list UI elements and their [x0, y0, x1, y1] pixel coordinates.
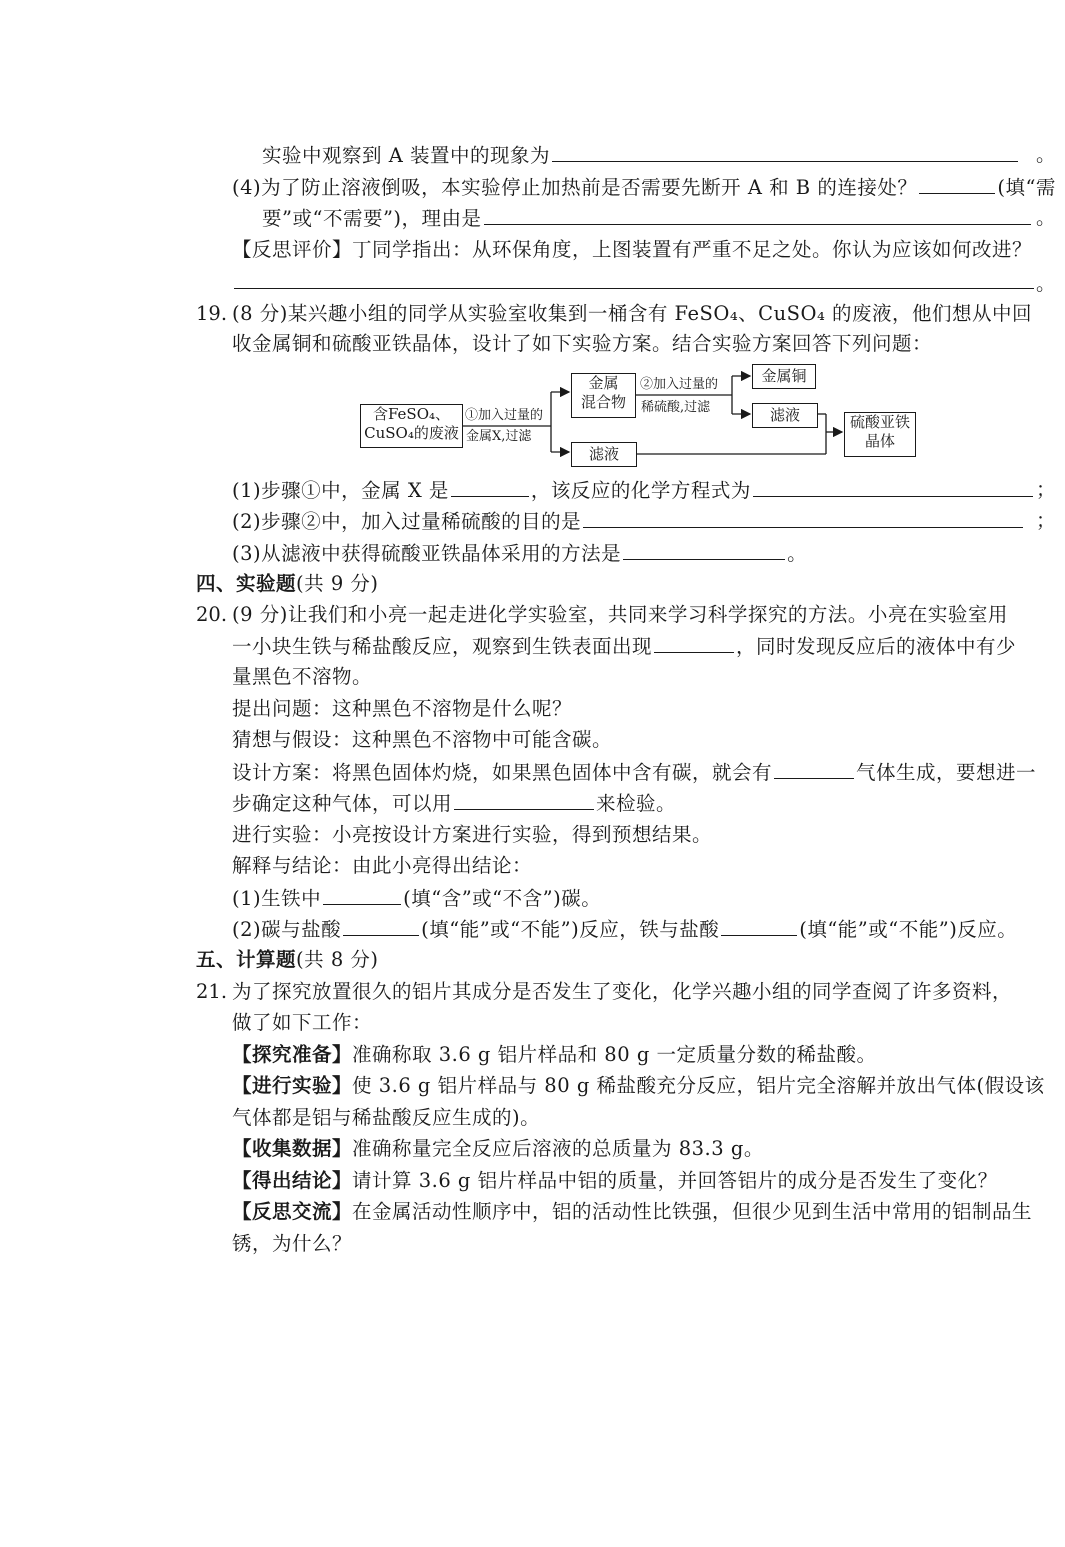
q18-reflection: 【反思评价】丁同学指出：从环保角度，上图装置有严重不足之处。你认为应该如何改进？ — [232, 238, 1033, 261]
answer-blank[interactable] — [323, 884, 401, 905]
flow-step1-label-1: ①加入过量的 — [465, 408, 544, 423]
q21-experiment-2: 气体都是铝与稀盐酸反应生成的)。 — [232, 1106, 541, 1129]
q18-observe-line: 实验中观察到 A 装置中的现象为 — [262, 141, 1020, 170]
q21-reflection-2: 锈，为什么？ — [232, 1232, 353, 1255]
answer-blank[interactable] — [454, 789, 594, 810]
q20-question: 提出问题：这种黑色不溶物是什么呢？ — [232, 697, 573, 720]
q18-part4-line1: (4)为了防止溶液倒吸，本实验停止加热前是否需要先断开 A 和 B 的连接处？ (填“需 — [232, 173, 1056, 202]
q21-conclusion: 【得出结论】请计算 3.6 g 铝片样品中铝的质量，并回答铝片的成分是否发生了变化？ — [232, 1169, 998, 1192]
q20-number: 20. — [196, 603, 228, 626]
flow-product-box: 硫酸亚铁 晶体 — [844, 412, 916, 457]
answer-blank[interactable] — [753, 476, 1033, 497]
flow-step1-label-2: 金属X,过滤 — [466, 429, 532, 444]
flow-copper-box: 金属铜 — [752, 364, 816, 389]
answer-blank[interactable] — [774, 758, 854, 779]
q19-line2: 收金属铜和硫酸亚铁晶体，设计了如下实验方案。结合实验方案回答下列问题： — [232, 332, 933, 355]
flow-filtrate-top-box: 滤液 — [752, 403, 818, 428]
flow-step2-label-1: ②加入过量的 — [640, 377, 719, 392]
q20-line2: 一小块生铁与稀盐酸反应，观察到生铁表面出现 ，同时发现反应后的液体中有少 — [232, 632, 1016, 661]
q20-line3: 量黑色不溶物。 — [232, 665, 373, 688]
q20-design-line2: 步确定这种气体，可以用 来检验。 — [232, 789, 676, 818]
q21-preparation: 【探究准备】准确称取 3.6 g 铝片样品和 80 g 一定质量分数的稀盐酸。 — [232, 1043, 877, 1066]
q21-line1: 为了探究放置很久的铝片其成分是否发生了变化，化学兴趣小组的同学查阅了许多资料， — [232, 980, 1013, 1003]
q18-period-2: 。 — [1036, 206, 1056, 229]
answer-blank[interactable] — [343, 915, 419, 936]
q19-part3: (3)从滤液中获得硫酸亚铁晶体采用的方法是 。 — [232, 539, 807, 568]
q19-part1: (1)步骤①中，金属 X 是 ，该反应的化学方程式为 — [232, 476, 1035, 505]
q20-experiment: 进行实验：小亮按设计方案进行实验，得到预想结果。 — [232, 823, 713, 846]
q21-reflection-1: 【反思交流】在金属活动性顺序中，铝的活动性比铁强，但很少见到生活中常用的铝制品生 — [232, 1200, 1033, 1223]
q21-number: 21. — [196, 980, 228, 1003]
q19-part2: (2)步骤②中，加入过量稀硫酸的目的是 — [232, 507, 1025, 536]
flow-mixture-box: 金属 混合物 — [571, 373, 636, 418]
flow-filtrate-bottom-box: 滤液 — [571, 442, 637, 467]
q18-part4-line2: 要”或“不需要”)，理由是 — [262, 204, 1033, 233]
answer-blank[interactable] — [583, 507, 1023, 528]
answer-blank[interactable] — [654, 632, 734, 653]
q18-period: 。 — [1036, 143, 1056, 166]
q19-semicolon: ； — [1036, 478, 1056, 501]
q20-part1: (1)生铁中 (填“含”或“不含”)碳。 — [232, 884, 601, 913]
section-5-heading: 五、计算题(共 8 分) — [196, 948, 379, 971]
q21-data: 【收集数据】准确称量完全反应后溶液的总质量为 83.3 g。 — [232, 1137, 764, 1160]
q20-design-line1: 设计方案：将黑色固体灼烧，如果黑色固体中含有碳，就会有 气体生成，要想进一 — [232, 758, 1036, 787]
answer-blank[interactable] — [623, 539, 785, 560]
flow-start-box: 含FeSO₄、 CuSO₄的废液 — [360, 404, 463, 448]
q20-hypothesis: 猜想与假设：这种黑色不溶物中可能含碳。 — [232, 728, 613, 751]
answer-blank[interactable] — [721, 915, 797, 936]
answer-blank[interactable] — [451, 476, 529, 497]
q21-line2: 做了如下工作： — [232, 1011, 373, 1034]
q19-semicolon-2: ； — [1036, 509, 1056, 532]
q18-period-3: 。 — [1036, 272, 1056, 295]
q20-part2: (2)碳与盐酸 (填“能”或“不能”)反应，铁与盐酸 (填“能”或“不能”)反应。 — [232, 915, 1017, 944]
section-4-heading: 四、实验题(共 9 分) — [196, 572, 379, 595]
q20-conclusion: 解释与结论：由此小亮得出结论： — [232, 854, 533, 877]
q19-number: 19. — [196, 302, 228, 325]
flow-step2-label-2: 稀硫酸,过滤 — [641, 400, 711, 415]
q21-experiment-1: 【进行实验】使 3.6 g 铝片样品与 80 g 稀盐酸充分反应，铝片完全溶解并放出气体(假设该 — [232, 1074, 1045, 1097]
q19-line1: (8 分)某兴趣小组的同学从实验室收集到一桶含有 FeSO₄、CuSO₄ 的废液，他们想从中回 — [232, 302, 1033, 325]
q20-line1: (9 分)让我们和小亮一起走进化学实验室，共同来学习科学探究的方法。小亮在实验室用 — [232, 603, 1008, 626]
